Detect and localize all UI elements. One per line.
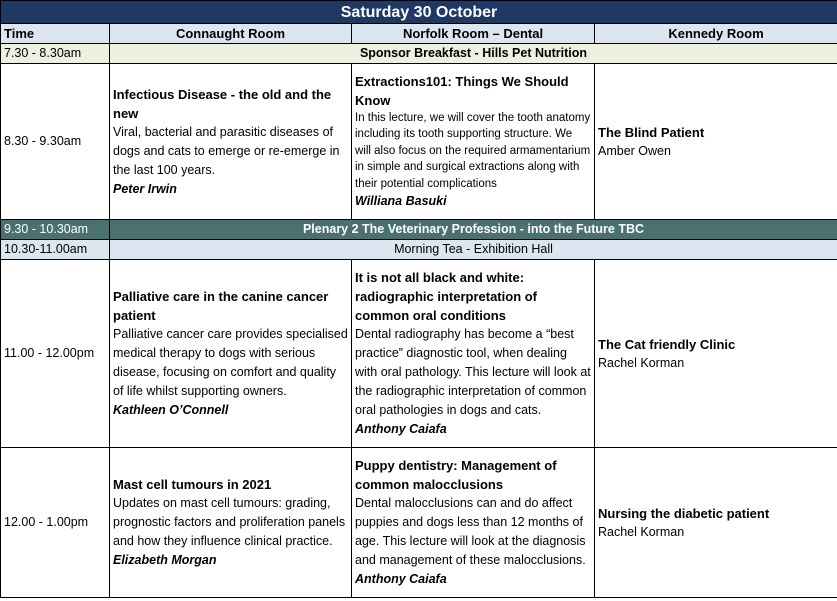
tea-time: 10.30-11.00am [1, 240, 110, 260]
session-description: Palliative cancer care provides specialised medical therapy to dogs with serious disease, focusing on comfort and quality of life whilst supporting owners. [113, 327, 348, 398]
header-norfolk: Norfolk Room – Dental [352, 24, 595, 44]
session-cell-norfolk [352, 64, 595, 220]
session-description: Updates on mast cell tumours: grading, prognostic factors and proliferation panels and how they influence clinical practice. [113, 496, 346, 548]
session-time: 11.00 - 12.00pm [1, 260, 110, 448]
session-cell-connaught [110, 260, 352, 448]
session-title: Nursing the diabetic patient [598, 505, 770, 521]
plenary-row [1, 220, 837, 240]
session-description: Dental malocclusions can and do affect puppies and dogs less than 12 months of age. This lecture will look at the diagnosis and management of these malocclusions. [355, 496, 586, 567]
sponsor-time: 7.30 - 8.30am [1, 44, 110, 64]
session-title: Palliative care in the canine cancer patient [113, 289, 329, 323]
plenary-label: Plenary 2 The Veterinary Profession - into the Future TBC [110, 220, 837, 240]
sponsor-label: Sponsor Breakfast - Hills Pet Nutrition [110, 44, 837, 64]
session-cell-kennedy [595, 260, 837, 448]
tea-label: Morning Tea - Exhibition Hall [110, 240, 837, 260]
session-row-2 [1, 260, 837, 448]
session-title: It is not all black and white: radiographic interpretation of common oral conditions [355, 270, 538, 323]
header-kennedy: Kennedy Room [595, 24, 837, 44]
session-title: Puppy dentistry: Management of common malocclusions [355, 458, 557, 492]
session-title: Extractions101: Things We Should Know [355, 73, 569, 108]
session-cell-connaught [110, 448, 352, 598]
sponsor-row [1, 44, 837, 64]
session-speaker: Elizabeth Morgan [113, 553, 217, 567]
header-time: Time [1, 24, 110, 44]
session-description: Viral, bacterial and parasitic diseases of dogs and cats to emerge or re-emerge in the last 100 years. [113, 124, 340, 177]
session-title: The Cat friendly Clinic [598, 336, 736, 352]
session-speaker: Anthony Caiafa [355, 572, 447, 586]
session-speaker: Amber Owen [598, 143, 671, 158]
session-speaker: Peter Irwin [113, 181, 177, 196]
session-speaker: Williana Basuki [355, 194, 447, 209]
session-speaker: Rachel Korman [598, 524, 685, 539]
session-description: Dental radiography has become a “best practice” diagnostic tool, when dealing with oral pathology. This lecture will look at the radiographic interpretation of common oral pathologies in dogs and cats. [355, 327, 591, 417]
session-title: Mast cell tumours in 2021 [113, 477, 272, 492]
session-speaker: Anthony Caiafa [355, 422, 447, 436]
session-cell-connaught [110, 64, 352, 220]
session-speaker: Kathleen O’Connell [113, 403, 229, 417]
page-title: Saturday 30 October [1, 1, 837, 24]
title-row [1, 1, 837, 24]
session-row-3 [1, 448, 837, 598]
session-speaker: Rachel Korman [598, 355, 685, 370]
session-title: The Blind Patient [598, 124, 705, 140]
header-connaught: Connaught Room [110, 24, 352, 44]
session-time: 8.30 - 9.30am [1, 64, 110, 220]
session-cell-norfolk [352, 260, 595, 448]
session-title: Infectious Disease - the old and the new [113, 86, 332, 121]
header-row [1, 24, 837, 44]
session-cell-kennedy [595, 448, 837, 598]
session-cell-kennedy [595, 64, 837, 220]
session-cell-norfolk [352, 448, 595, 598]
session-description: In this lecture, we will cover the tooth anatomy including its tooth supporting structure. We will also focus on the required armamentarium in simple and surgical extractions along with their potential complications [355, 111, 591, 190]
plenary-time: 9.30 - 10.30am [1, 220, 110, 240]
session-row-1 [1, 64, 837, 220]
session-time: 12.00 - 1.00pm [1, 448, 110, 598]
tea-row [1, 240, 837, 260]
